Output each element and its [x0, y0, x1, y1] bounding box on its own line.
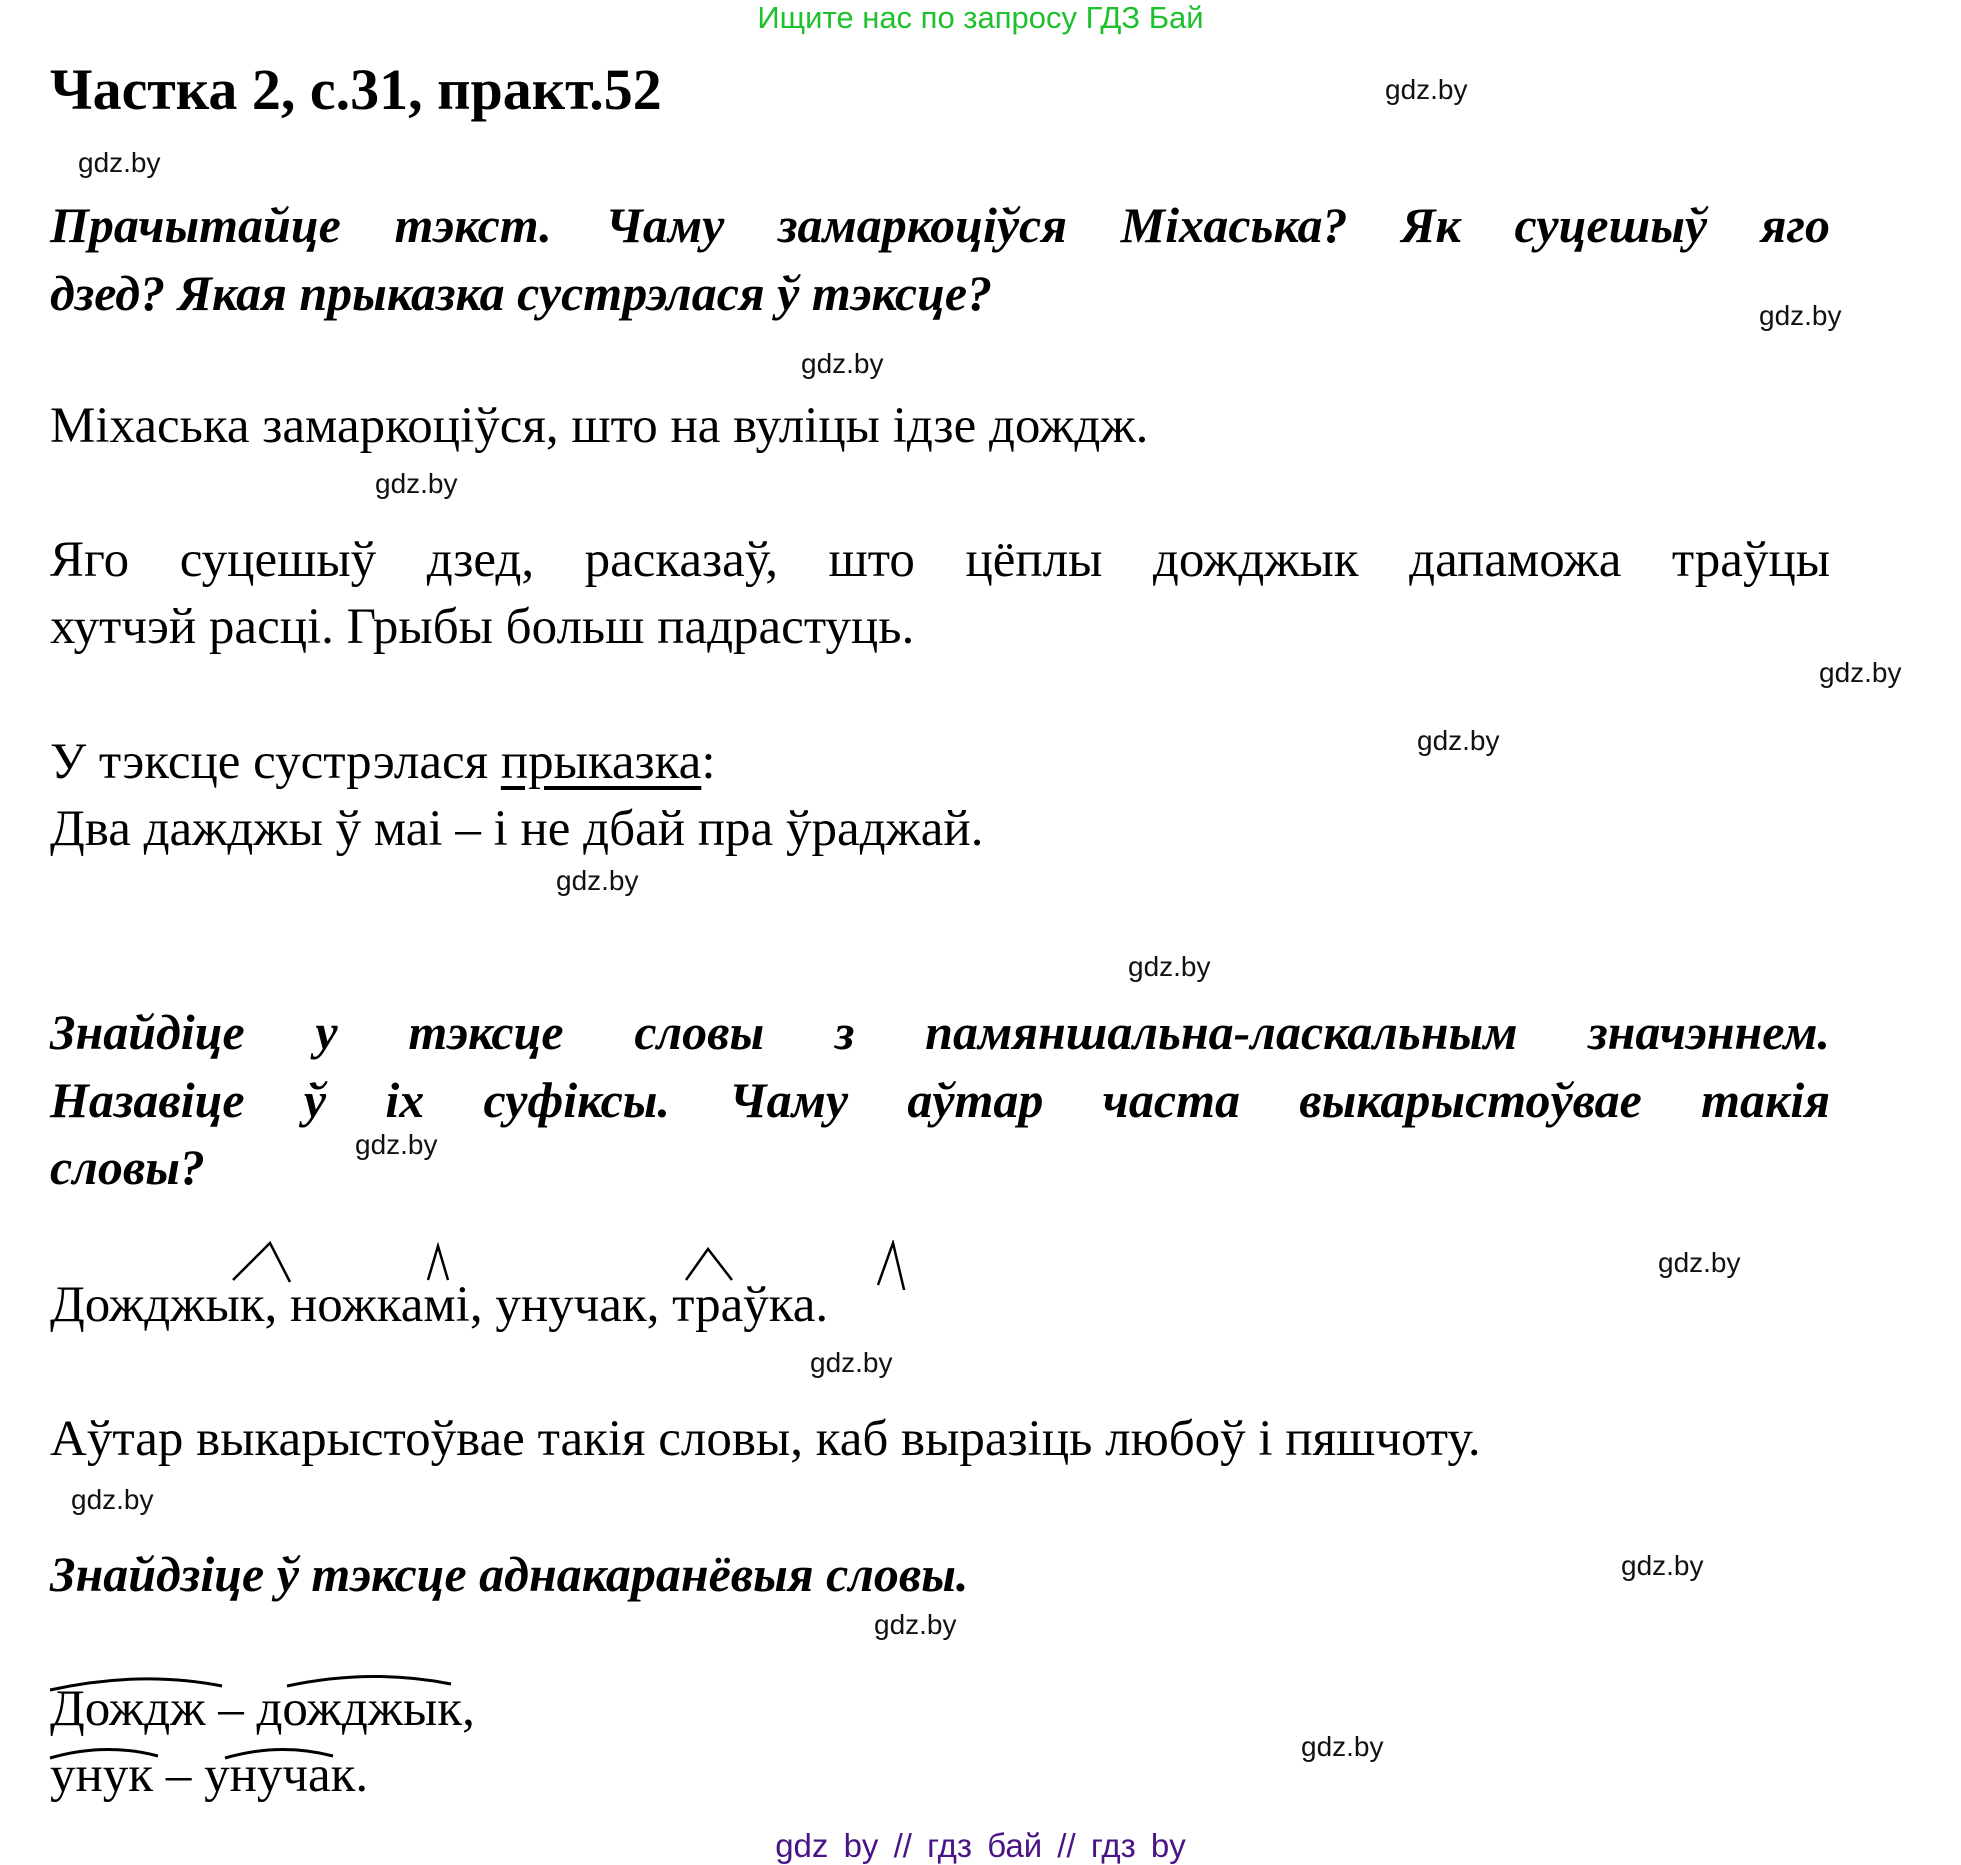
- answer-1: Міхаська замаркоціўся, што на вуліцы ідзе дождж.: [50, 398, 1149, 454]
- footer-links: gdz by // гдз бай // гдз by: [775, 1827, 1186, 1864]
- watermark: gdz.by: [1417, 725, 1500, 756]
- proverb-intro-underlined: прыказка: [500, 734, 702, 790]
- suffix-mark-icon: [878, 1243, 906, 1290]
- root-pair-2: унук – унучак.: [50, 1747, 369, 1803]
- proverb-intro: [50, 733, 715, 791]
- watermark: gdz.by: [801, 348, 884, 379]
- watermark: gdz.by: [375, 468, 458, 499]
- page-title: Частка 2, с.31, практ.52: [50, 57, 662, 122]
- proverb-intro-suffix: :: [701, 734, 716, 790]
- diminutive-words: Дожджык, ножкамі, унучак, траўка.: [50, 1277, 829, 1333]
- question-3: Знайдзіце ў тэксце аднакаранёвыя словы.: [50, 1546, 969, 1602]
- watermark: gdz.by: [355, 1129, 438, 1160]
- watermark: gdz.by: [1301, 1731, 1384, 1762]
- question-2-line-3: словы?: [50, 1139, 205, 1195]
- question-1-line-1: Прачытайце тэкст. Чаму замаркоціўся Міхаська? Як суцешыў яго: [50, 197, 1830, 253]
- answer-2-line-1: Яго суцешыў дзед, расказаў, што цёплы дожджык дапаможа траўцы: [50, 532, 1830, 588]
- watermark: gdz.by: [1819, 657, 1902, 688]
- watermark: gdz.by: [1621, 1550, 1704, 1581]
- proverb-intro-prefix: У тэксце сустрэлася: [50, 734, 501, 790]
- watermark: gdz.by: [1759, 300, 1842, 331]
- suffix-mark-icon: [428, 1246, 448, 1280]
- watermark: gdz.by: [78, 147, 161, 178]
- watermark: gdz.by: [1128, 951, 1211, 982]
- answer-3: Аўтар выкарыстоўвае такія словы, каб выразіць любоў і пяшчоту.: [50, 1411, 1481, 1467]
- watermark: gdz.by: [1658, 1247, 1741, 1278]
- answer-2-line-2: хутчэй расці. Грыбы больш падрастуць.: [50, 599, 915, 655]
- watermark: gdz.by: [874, 1609, 957, 1640]
- question-2-line-2: Назавіце ў іх суфіксы. Чаму аўтар часта выкарыстоўвае такія: [50, 1072, 1830, 1128]
- watermark: gdz.by: [1385, 74, 1468, 105]
- watermark: gdz.by: [810, 1347, 893, 1378]
- root-pair-1: Дождж – дожджык,: [50, 1681, 475, 1737]
- question-1-line-2: дзед? Якая прыказка сустрэлася ў тэксце?: [50, 265, 993, 321]
- watermark: gdz.by: [71, 1484, 154, 1515]
- question-2-line-1: Знайдіце у тэксце словы з памяншальна-ласкальным значэннем.: [50, 1004, 1830, 1060]
- watermark: gdz.by: [556, 865, 639, 896]
- proverb: Два дажджы ў маі – і не дбай пра ўраджай.: [50, 801, 984, 857]
- promo-banner: Ищите нас по запросу ГДЗ Бай: [757, 0, 1204, 35]
